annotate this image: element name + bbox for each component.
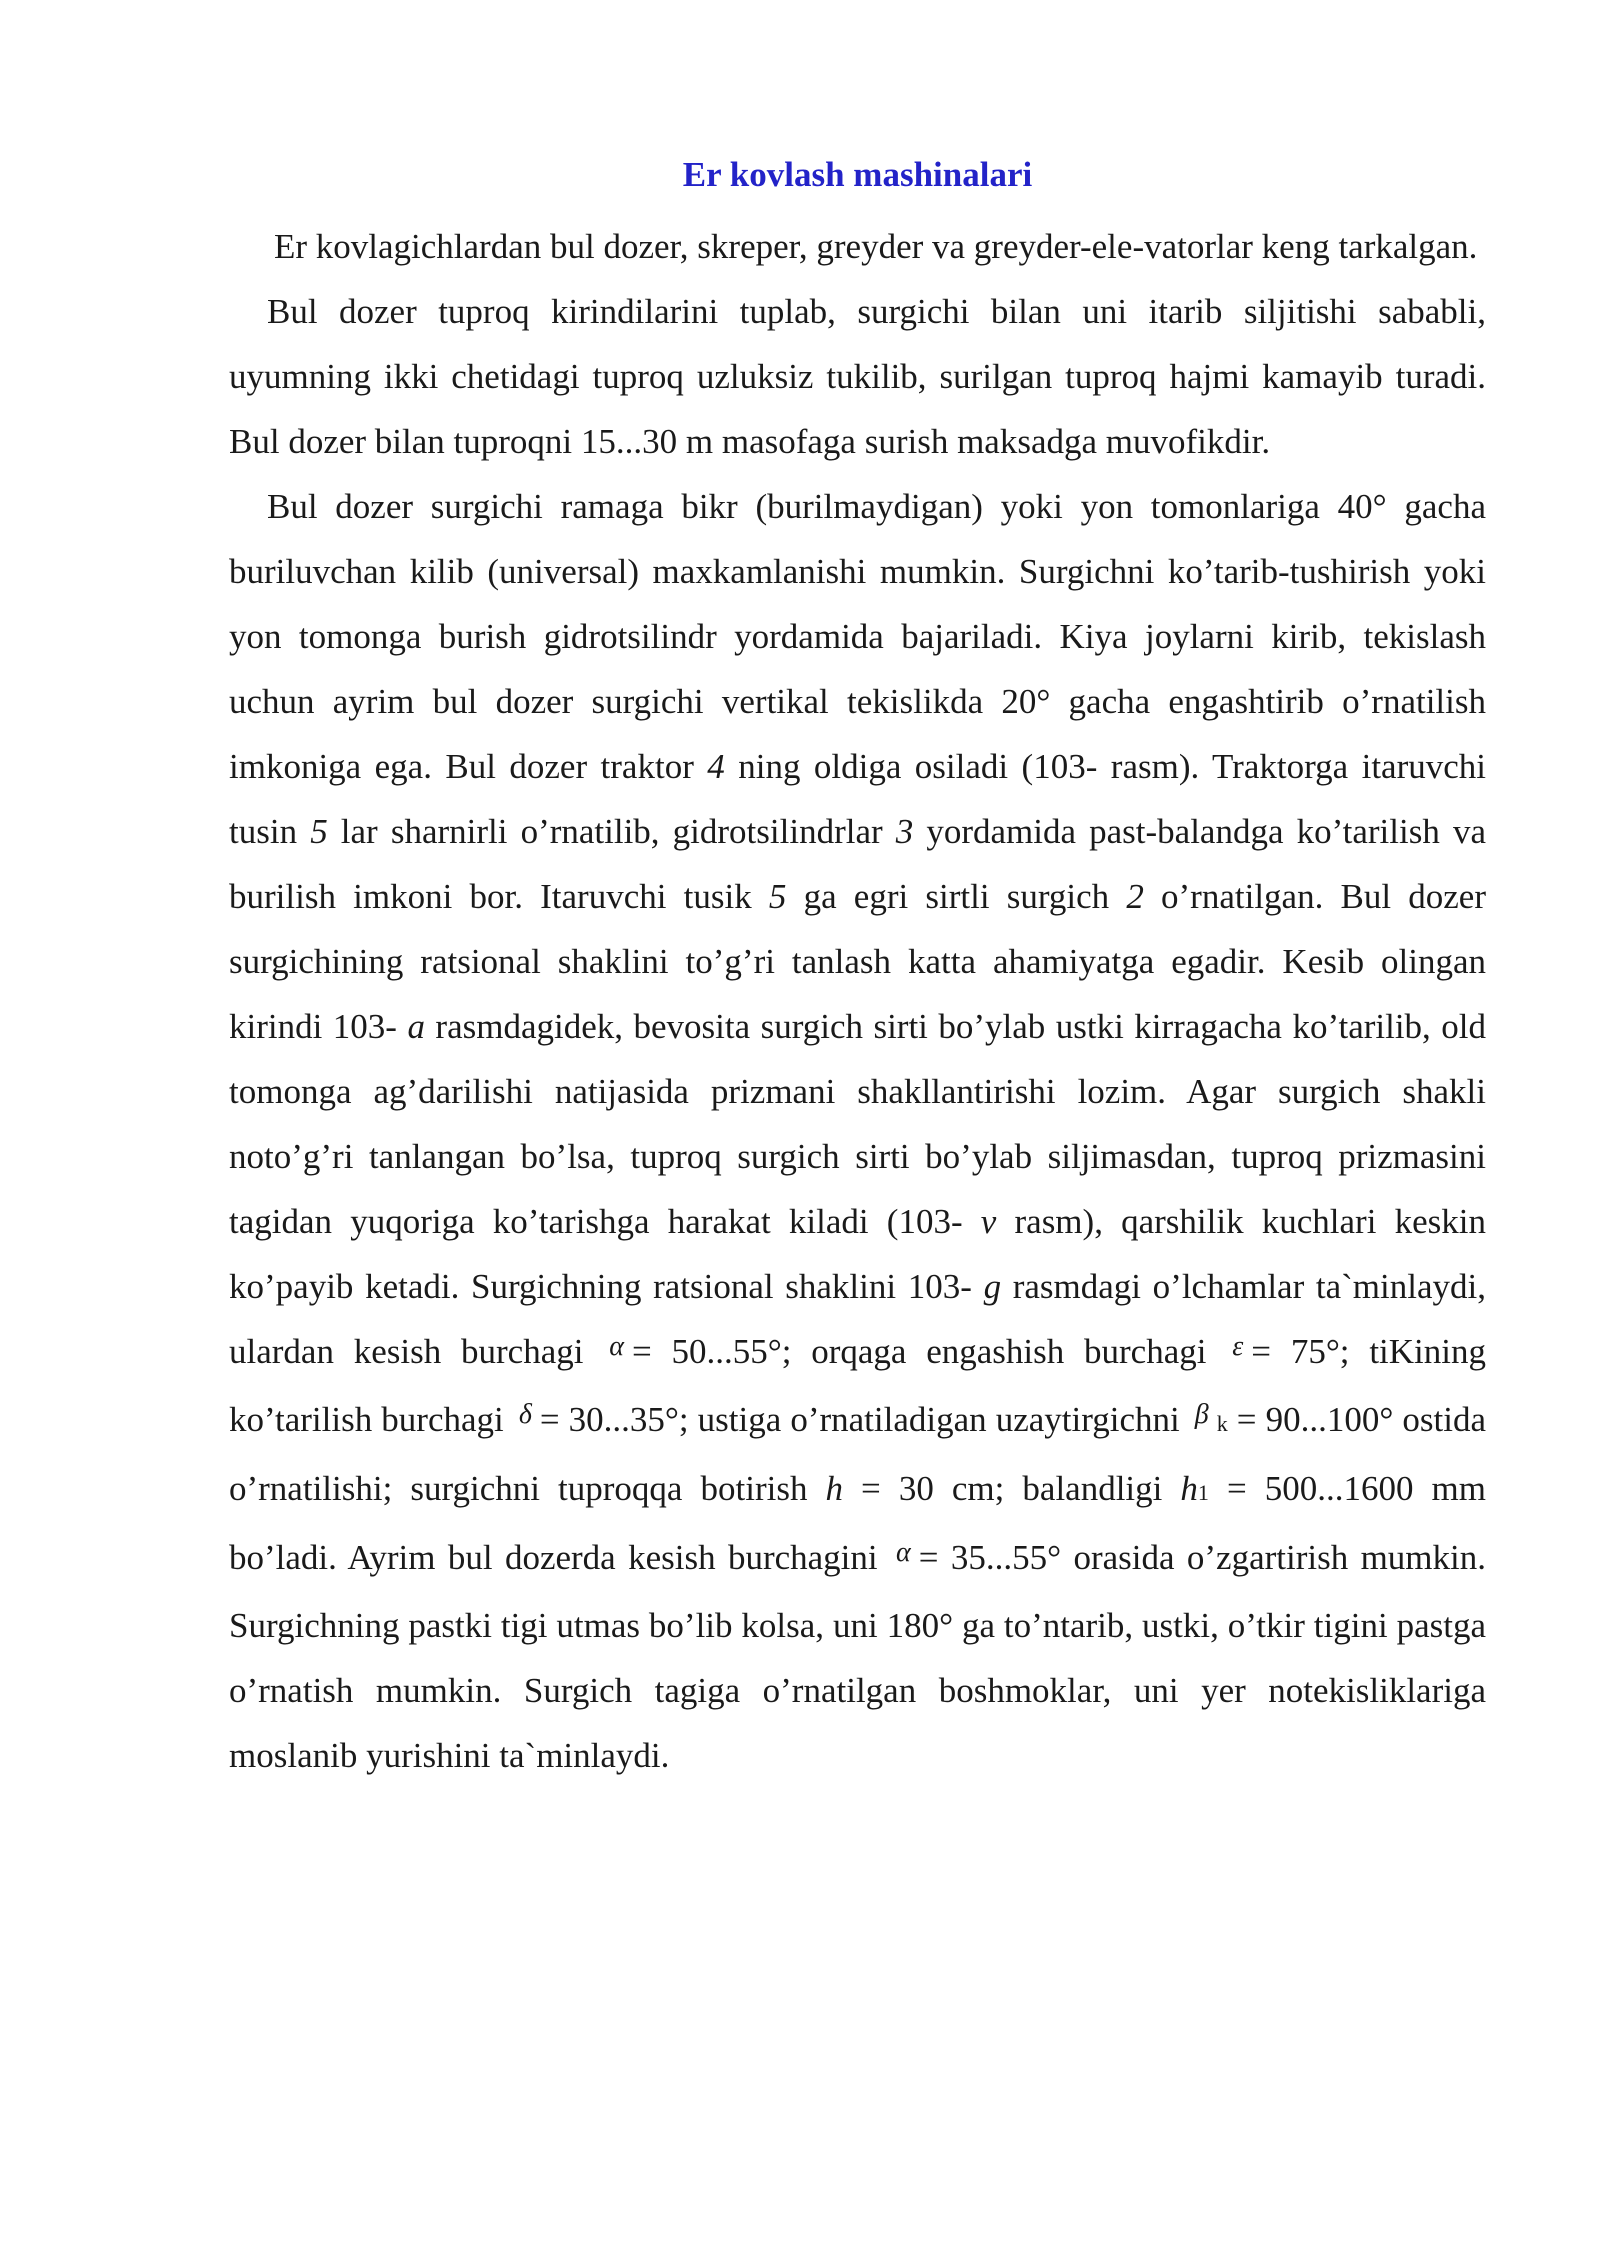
figure-letter: a — [407, 1007, 425, 1046]
alpha-symbol: α — [609, 1331, 624, 1362]
text-segment: ga egri sirtli surgich — [786, 877, 1127, 916]
delta-symbol: δ — [518, 1399, 532, 1430]
document-title: Er kovlash mashinalari — [682, 155, 1033, 194]
text-segment: = 90...100° ostida o’rnatilishi; surgichni tuproqqa botirish — [229, 1400, 1487, 1508]
text-segment: o’rnatilgan. Bul dozer surgichining ratsional shaklini to’g’ri tanlash katta ahamiyatga egadir. Kesib olingan kirindi 103- — [229, 877, 1486, 1046]
text-segment: = 35...55° orasida o’zgartirish mumkin. Surgichning pastki tigi utmas bo’lib kolsa, uni 180° ga to’ntarib, ustki, o’tkir tigini pastga o’rnatish mumkin. Surgich tagiga o’rnatilgan boshmoklar, uni yer notekisliklariga moslanib yurishini ta`minlaydi. — [229, 1538, 1487, 1775]
text-segment: rasmdagidek, bevosita surgich sirti bo’ylab ustki kirragacha ko’tarilib, old tomonga ag’darilishi natijasida prizmani shakllantirishi lozim. Agar surgich shakli noto’g’ri tanlangan bo’lsa, tuproq surgich sirti bo’ylab siljimasdan, tuproq prizmasini tagidan yuqoriga ko’tarishga harakat kiladi (103- — [229, 1007, 1487, 1241]
beta-symbol: β — [1194, 1399, 1209, 1430]
ref-number: 5 — [310, 812, 328, 851]
text-segment: Bul dozer surgichi ramaga bikr (burilmaydigan) yoki yon tomonlariga 40° gacha buriluvchan kilib (universal) maxkamlanishi mumkin. Surgichni ko’tarib-tushirish yoki yon tomonga burish gidrotsilindr yordamida bajariladi. Kiya joylarni kirib, tekislash uchun ayrim bul dozer surgichi vertikal tekislikda 20° gacha engashtirib o’rnatilish imkoniga ega. Bul dozer traktor — [229, 487, 1486, 786]
ref-number: 4 — [707, 747, 725, 786]
text-segment: = 30...35°; ustiga o’rnatiladigan uzaytirgichni — [539, 1400, 1189, 1439]
subscript-1: 1 — [1197, 1480, 1209, 1505]
variable-h: h — [825, 1469, 843, 1508]
text-segment: = 50...55°; orqaga engashish burchagi — [631, 1332, 1227, 1371]
text-segment: = 30 cm; balandligi — [843, 1469, 1181, 1508]
subscript-k: k — [1216, 1411, 1228, 1436]
paragraph-3 — [229, 474, 1486, 1788]
paragraph-2: Bul dozer tuproq kirindilarini tuplab, surgichi bilan uni itarib siljitishi sababli, uyumning ikki chetidagi tuproq uzluksiz tukilib, surilgan tuproq hajmi kamayib turadi. Bul dozer bilan tuproqni 15...30 m masofaga surish maksadga muvofikdir. — [229, 292, 1486, 461]
text-segment: yordamida past-balandga ko’tarilish va burilish imkoni bor. Itaruvchi tusik — [229, 812, 1486, 916]
text-segment: ning oldiga osiladi (103- rasm). Traktorga itaruvchi tusin — [229, 747, 1486, 851]
text-segment: = 75°; tiKining ko’tarilish burchagi — [229, 1332, 1486, 1439]
figure-letter: g — [983, 1267, 1002, 1306]
variable-h1: h — [1180, 1469, 1198, 1508]
ref-number: 2 — [1126, 877, 1144, 916]
paragraph-1: Er kovlagichlardan bul dozer, skreper, greyder va greyder-ele-vatorlar keng tarkalgan. — [274, 227, 1478, 266]
document-page — [229, 150, 1486, 1788]
text-segment: = 500...1600 mm bo’ladi. Ayrim bul dozerda kesish burchagini — [229, 1469, 1486, 1577]
ref-number: 3 — [895, 812, 914, 851]
alpha-symbol: α — [896, 1537, 911, 1568]
figure-letter: v — [980, 1202, 997, 1241]
text-segment: lar sharnirli o’rnatilib, gidrotsilindrlar — [327, 812, 896, 851]
ref-number: 5 — [768, 877, 787, 916]
epsilon-symbol: ε — [1232, 1331, 1244, 1362]
text-segment: rasmdagi o’lchamlar ta`minlaydi, ulardan kesish burchagi — [229, 1267, 1486, 1371]
text-segment: rasm), qarshilik kuchlari keskin ko’payib ketadi. Surgichning ratsional shaklini 103- — [229, 1202, 1486, 1306]
